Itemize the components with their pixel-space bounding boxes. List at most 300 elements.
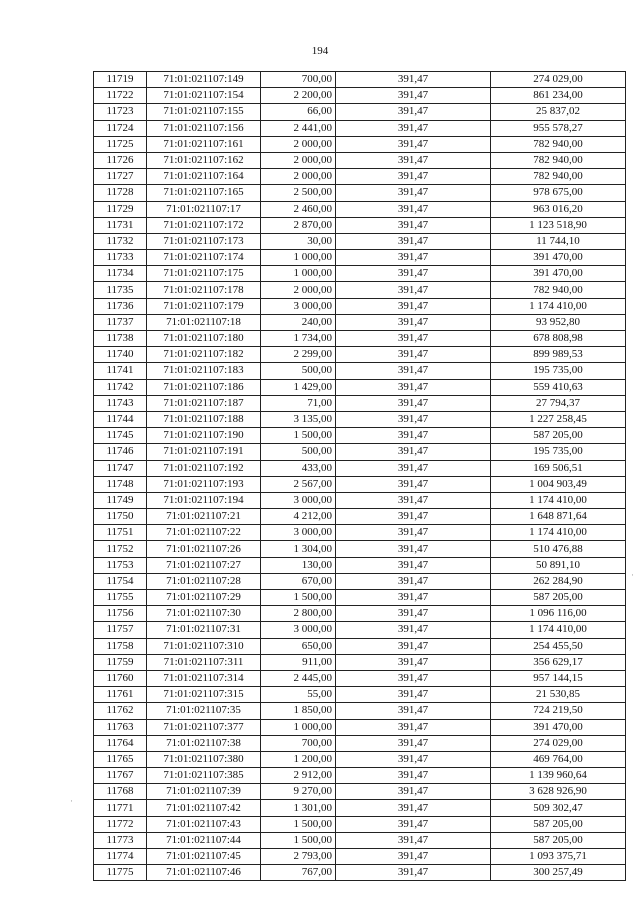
cell-record-number: 11734 <box>94 266 147 282</box>
cell-cadastral-number: 71:01:021107:174 <box>147 250 261 266</box>
cell-cadastral-value: 587 205,00 <box>491 816 626 832</box>
cell-record-number: 11738 <box>94 331 147 347</box>
cell-cadastral-number: 71:01:021107:28 <box>147 573 261 589</box>
cell-cadastral-value: 978 675,00 <box>491 185 626 201</box>
cell-area: 2 870,00 <box>261 217 336 233</box>
cell-area: 2 567,00 <box>261 476 336 492</box>
cell-specific-value: 391,47 <box>336 201 491 217</box>
cell-specific-value: 391,47 <box>336 638 491 654</box>
cell-area: 130,00 <box>261 557 336 573</box>
cell-specific-value: 391,47 <box>336 525 491 541</box>
cell-cadastral-value: 861 234,00 <box>491 88 626 104</box>
cell-area: 240,00 <box>261 314 336 330</box>
cell-cadastral-number: 71:01:021107:162 <box>147 152 261 168</box>
cell-cadastral-value: 169 506,51 <box>491 460 626 476</box>
table-row <box>94 768 626 784</box>
cell-area: 9 270,00 <box>261 784 336 800</box>
cell-cadastral-value: 587 205,00 <box>491 590 626 606</box>
cell-area: 2 441,00 <box>261 120 336 136</box>
cell-cadastral-number: 71:01:021107:191 <box>147 444 261 460</box>
cell-area: 2 793,00 <box>261 849 336 865</box>
cell-cadastral-value: 469 764,00 <box>491 751 626 767</box>
cell-cadastral-value: 782 940,00 <box>491 136 626 152</box>
cell-cadastral-number: 71:01:021107:187 <box>147 395 261 411</box>
cell-cadastral-number: 71:01:021107:380 <box>147 751 261 767</box>
cell-area: 1 500,00 <box>261 428 336 444</box>
cell-area: 2 000,00 <box>261 169 336 185</box>
cell-cadastral-number: 71:01:021107:385 <box>147 768 261 784</box>
cell-cadastral-number: 71:01:021107:172 <box>147 217 261 233</box>
table-row <box>94 687 626 703</box>
table-row <box>94 72 626 88</box>
cell-specific-value: 391,47 <box>336 282 491 298</box>
cell-cadastral-number: 71:01:021107:173 <box>147 233 261 249</box>
table-row <box>94 719 626 735</box>
cell-record-number: 11774 <box>94 849 147 865</box>
cell-specific-value: 391,47 <box>336 314 491 330</box>
cell-cadastral-value: 1 093 375,71 <box>491 849 626 865</box>
cell-specific-value: 391,47 <box>336 136 491 152</box>
table-row <box>94 638 626 654</box>
cell-record-number: 11748 <box>94 476 147 492</box>
cell-specific-value: 391,47 <box>336 703 491 719</box>
cell-record-number: 11757 <box>94 622 147 638</box>
cell-specific-value: 391,47 <box>336 379 491 395</box>
scan-mark: · <box>70 796 73 806</box>
cell-area: 767,00 <box>261 865 336 881</box>
cell-record-number: 11767 <box>94 768 147 784</box>
cell-record-number: 11727 <box>94 169 147 185</box>
cell-specific-value: 391,47 <box>336 622 491 638</box>
cell-specific-value: 391,47 <box>336 687 491 703</box>
cell-cadastral-number: 71:01:021107:45 <box>147 849 261 865</box>
table-row <box>94 411 626 427</box>
table-row <box>94 250 626 266</box>
cell-specific-value: 391,47 <box>336 816 491 832</box>
cell-cadastral-value: 1 174 410,00 <box>491 525 626 541</box>
cell-record-number: 11772 <box>94 816 147 832</box>
table-row <box>94 654 626 670</box>
cell-cadastral-value: 1 096 116,00 <box>491 606 626 622</box>
cell-cadastral-value: 1 174 410,00 <box>491 298 626 314</box>
cell-specific-value: 391,47 <box>336 347 491 363</box>
cell-specific-value: 391,47 <box>336 670 491 686</box>
cell-cadastral-value: 1 648 871,64 <box>491 509 626 525</box>
cell-cadastral-value: 274 029,00 <box>491 72 626 88</box>
cell-cadastral-number: 71:01:021107:315 <box>147 687 261 703</box>
cell-cadastral-number: 71:01:021107:310 <box>147 638 261 654</box>
table-row <box>94 670 626 686</box>
cell-cadastral-value: 955 578,27 <box>491 120 626 136</box>
cell-cadastral-value: 254 455,50 <box>491 638 626 654</box>
cell-specific-value: 391,47 <box>336 185 491 201</box>
cell-cadastral-number: 71:01:021107:178 <box>147 282 261 298</box>
cell-specific-value: 391,47 <box>336 72 491 88</box>
table-row <box>94 541 626 557</box>
cell-area: 1 734,00 <box>261 331 336 347</box>
cell-area: 1 301,00 <box>261 800 336 816</box>
cell-specific-value: 391,47 <box>336 849 491 865</box>
cell-cadastral-value: 782 940,00 <box>491 282 626 298</box>
cell-area: 1 200,00 <box>261 751 336 767</box>
table-row <box>94 136 626 152</box>
cell-area: 66,00 <box>261 104 336 120</box>
cell-area: 2 000,00 <box>261 136 336 152</box>
cell-cadastral-value: 1 174 410,00 <box>491 622 626 638</box>
cell-cadastral-number: 71:01:021107:311 <box>147 654 261 670</box>
cell-area: 30,00 <box>261 233 336 249</box>
cell-specific-value: 391,47 <box>336 395 491 411</box>
table-row <box>94 590 626 606</box>
cell-area: 2 000,00 <box>261 282 336 298</box>
cell-record-number: 11771 <box>94 800 147 816</box>
cell-area: 1 000,00 <box>261 719 336 735</box>
cadastral-value-table <box>93 71 626 881</box>
cell-record-number: 11732 <box>94 233 147 249</box>
cell-record-number: 11749 <box>94 492 147 508</box>
cell-record-number: 11740 <box>94 347 147 363</box>
cell-specific-value: 391,47 <box>336 557 491 573</box>
table-row <box>94 444 626 460</box>
table-row <box>94 849 626 865</box>
cell-cadastral-value: 587 205,00 <box>491 832 626 848</box>
cell-specific-value: 391,47 <box>336 751 491 767</box>
cell-record-number: 11735 <box>94 282 147 298</box>
cell-record-number: 11750 <box>94 509 147 525</box>
table-row <box>94 379 626 395</box>
cell-area: 3 000,00 <box>261 525 336 541</box>
table-row <box>94 865 626 881</box>
table-row <box>94 735 626 751</box>
table-row <box>94 816 626 832</box>
cell-specific-value: 391,47 <box>336 298 491 314</box>
cell-area: 2 460,00 <box>261 201 336 217</box>
cell-record-number: 11733 <box>94 250 147 266</box>
cell-cadastral-number: 71:01:021107:186 <box>147 379 261 395</box>
cell-record-number: 11753 <box>94 557 147 573</box>
cell-cadastral-number: 71:01:021107:31 <box>147 622 261 638</box>
cell-record-number: 11762 <box>94 703 147 719</box>
table-row <box>94 363 626 379</box>
cell-area: 670,00 <box>261 573 336 589</box>
table-row <box>94 298 626 314</box>
cell-specific-value: 391,47 <box>336 509 491 525</box>
cell-cadastral-value: 509 302,47 <box>491 800 626 816</box>
cell-specific-value: 391,47 <box>336 719 491 735</box>
cell-cadastral-value: 391 470,00 <box>491 719 626 735</box>
cell-area: 1 850,00 <box>261 703 336 719</box>
cell-cadastral-value: 899 989,53 <box>491 347 626 363</box>
cell-cadastral-number: 71:01:021107:156 <box>147 120 261 136</box>
cell-cadastral-number: 71:01:021107:179 <box>147 298 261 314</box>
table-row <box>94 573 626 589</box>
table-row <box>94 784 626 800</box>
cell-cadastral-number: 71:01:021107:192 <box>147 460 261 476</box>
cell-cadastral-value: 50 891,10 <box>491 557 626 573</box>
cell-specific-value: 391,47 <box>336 460 491 476</box>
cell-cadastral-number: 71:01:021107:42 <box>147 800 261 816</box>
cell-cadastral-number: 71:01:021107:155 <box>147 104 261 120</box>
cell-cadastral-number: 71:01:021107:44 <box>147 832 261 848</box>
cell-record-number: 11759 <box>94 654 147 670</box>
cell-cadastral-number: 71:01:021107:314 <box>147 670 261 686</box>
cell-cadastral-value: 3 628 926,90 <box>491 784 626 800</box>
cell-record-number: 11764 <box>94 735 147 751</box>
cell-record-number: 11726 <box>94 152 147 168</box>
table-row <box>94 217 626 233</box>
table-row <box>94 492 626 508</box>
cell-cadastral-number: 71:01:021107:22 <box>147 525 261 541</box>
cell-cadastral-number: 71:01:021107:30 <box>147 606 261 622</box>
cell-record-number: 11755 <box>94 590 147 606</box>
cell-cadastral-value: 27 794,37 <box>491 395 626 411</box>
cell-specific-value: 391,47 <box>336 784 491 800</box>
cell-specific-value: 391,47 <box>336 735 491 751</box>
cell-cadastral-value: 274 029,00 <box>491 735 626 751</box>
cell-record-number: 11758 <box>94 638 147 654</box>
table-row <box>94 800 626 816</box>
cell-record-number: 11719 <box>94 72 147 88</box>
cell-cadastral-number: 71:01:021107:164 <box>147 169 261 185</box>
cell-cadastral-number: 71:01:021107:183 <box>147 363 261 379</box>
cell-record-number: 11775 <box>94 865 147 881</box>
cell-area: 4 212,00 <box>261 509 336 525</box>
cell-cadastral-value: 195 735,00 <box>491 363 626 379</box>
cell-cadastral-number: 71:01:021107:161 <box>147 136 261 152</box>
cell-cadastral-value: 510 476,88 <box>491 541 626 557</box>
cell-cadastral-number: 71:01:021107:149 <box>147 72 261 88</box>
cell-area: 1 000,00 <box>261 250 336 266</box>
table-row <box>94 120 626 136</box>
cell-area: 2 800,00 <box>261 606 336 622</box>
table-row <box>94 606 626 622</box>
cell-record-number: 11768 <box>94 784 147 800</box>
cell-record-number: 11763 <box>94 719 147 735</box>
table-row <box>94 476 626 492</box>
cell-record-number: 11744 <box>94 411 147 427</box>
table-row <box>94 233 626 249</box>
cell-cadastral-number: 71:01:021107:188 <box>147 411 261 427</box>
cell-record-number: 11742 <box>94 379 147 395</box>
cell-specific-value: 391,47 <box>336 800 491 816</box>
cell-specific-value: 391,47 <box>336 768 491 784</box>
cell-record-number: 11722 <box>94 88 147 104</box>
cell-cadastral-value: 559 410,63 <box>491 379 626 395</box>
cell-specific-value: 391,47 <box>336 250 491 266</box>
cell-specific-value: 391,47 <box>336 541 491 557</box>
cell-area: 55,00 <box>261 687 336 703</box>
cell-cadastral-value: 11 744,10 <box>491 233 626 249</box>
cell-area: 1 500,00 <box>261 590 336 606</box>
cell-cadastral-number: 71:01:021107:17 <box>147 201 261 217</box>
cell-record-number: 11756 <box>94 606 147 622</box>
cell-specific-value: 391,47 <box>336 865 491 881</box>
cell-area: 3 000,00 <box>261 298 336 314</box>
cell-specific-value: 391,47 <box>336 573 491 589</box>
cell-cadastral-value: 724 219,50 <box>491 703 626 719</box>
scan-mark: · <box>631 570 634 580</box>
cell-area: 500,00 <box>261 444 336 460</box>
cell-specific-value: 391,47 <box>336 233 491 249</box>
cell-area: 2 299,00 <box>261 347 336 363</box>
cell-cadastral-value: 1 227 258,45 <box>491 411 626 427</box>
cell-specific-value: 391,47 <box>336 832 491 848</box>
cell-record-number: 11729 <box>94 201 147 217</box>
cell-specific-value: 391,47 <box>336 88 491 104</box>
table-row <box>94 525 626 541</box>
cell-cadastral-value: 678 808,98 <box>491 331 626 347</box>
cell-cadastral-number: 71:01:021107:154 <box>147 88 261 104</box>
cell-cadastral-value: 1 139 960,64 <box>491 768 626 784</box>
cell-area: 3 135,00 <box>261 411 336 427</box>
cell-area: 433,00 <box>261 460 336 476</box>
cell-cadastral-number: 71:01:021107:43 <box>147 816 261 832</box>
cell-cadastral-value: 356 629,17 <box>491 654 626 670</box>
table-row <box>94 152 626 168</box>
cell-cadastral-value: 300 257,49 <box>491 865 626 881</box>
cell-cadastral-value: 963 016,20 <box>491 201 626 217</box>
cell-specific-value: 391,47 <box>336 444 491 460</box>
page-number: 194 <box>311 45 329 57</box>
cell-cadastral-value: 957 144,15 <box>491 670 626 686</box>
cell-area: 911,00 <box>261 654 336 670</box>
table-row <box>94 509 626 525</box>
cell-cadastral-number: 71:01:021107:377 <box>147 719 261 735</box>
table-row <box>94 331 626 347</box>
cell-area: 1 429,00 <box>261 379 336 395</box>
cell-record-number: 11741 <box>94 363 147 379</box>
cell-cadastral-value: 782 940,00 <box>491 169 626 185</box>
table-row <box>94 104 626 120</box>
cell-cadastral-value: 782 940,00 <box>491 152 626 168</box>
cell-cadastral-number: 71:01:021107:180 <box>147 331 261 347</box>
cell-cadastral-number: 71:01:021107:26 <box>147 541 261 557</box>
cell-cadastral-value: 587 205,00 <box>491 428 626 444</box>
cell-area: 3 000,00 <box>261 622 336 638</box>
cell-cadastral-number: 71:01:021107:46 <box>147 865 261 881</box>
cell-cadastral-number: 71:01:021107:175 <box>147 266 261 282</box>
cell-cadastral-number: 71:01:021107:39 <box>147 784 261 800</box>
cell-specific-value: 391,47 <box>336 152 491 168</box>
table-row <box>94 395 626 411</box>
cell-specific-value: 391,47 <box>336 428 491 444</box>
cell-cadastral-number: 71:01:021107:193 <box>147 476 261 492</box>
cell-specific-value: 391,47 <box>336 169 491 185</box>
table-row <box>94 266 626 282</box>
cell-specific-value: 391,47 <box>336 217 491 233</box>
cell-area: 1 500,00 <box>261 816 336 832</box>
cell-record-number: 11754 <box>94 573 147 589</box>
cell-specific-value: 391,47 <box>336 363 491 379</box>
cell-cadastral-value: 262 284,90 <box>491 573 626 589</box>
cell-cadastral-number: 71:01:021107:194 <box>147 492 261 508</box>
cell-area: 71,00 <box>261 395 336 411</box>
cell-record-number: 11728 <box>94 185 147 201</box>
table-row <box>94 88 626 104</box>
cell-cadastral-number: 71:01:021107:27 <box>147 557 261 573</box>
cell-area: 2 000,00 <box>261 152 336 168</box>
cell-specific-value: 391,47 <box>336 476 491 492</box>
cell-cadastral-value: 391 470,00 <box>491 266 626 282</box>
cell-specific-value: 391,47 <box>336 492 491 508</box>
cell-area: 650,00 <box>261 638 336 654</box>
table-row <box>94 201 626 217</box>
cell-cadastral-number: 71:01:021107:21 <box>147 509 261 525</box>
cell-record-number: 11761 <box>94 687 147 703</box>
table-row <box>94 185 626 201</box>
cell-record-number: 11746 <box>94 444 147 460</box>
table-row <box>94 557 626 573</box>
cell-record-number: 11724 <box>94 120 147 136</box>
cell-record-number: 11752 <box>94 541 147 557</box>
cell-cadastral-value: 195 735,00 <box>491 444 626 460</box>
cell-area: 2 200,00 <box>261 88 336 104</box>
cell-area: 2 445,00 <box>261 670 336 686</box>
cell-record-number: 11760 <box>94 670 147 686</box>
cell-specific-value: 391,47 <box>336 590 491 606</box>
table-row <box>94 751 626 767</box>
cell-specific-value: 391,47 <box>336 120 491 136</box>
cell-area: 500,00 <box>261 363 336 379</box>
table-row <box>94 428 626 444</box>
cell-record-number: 11723 <box>94 104 147 120</box>
cell-cadastral-value: 25 837,02 <box>491 104 626 120</box>
cell-record-number: 11736 <box>94 298 147 314</box>
cell-record-number: 11731 <box>94 217 147 233</box>
cell-area: 1 000,00 <box>261 266 336 282</box>
cell-specific-value: 391,47 <box>336 331 491 347</box>
cell-record-number: 11751 <box>94 525 147 541</box>
cell-specific-value: 391,47 <box>336 104 491 120</box>
table-row <box>94 314 626 330</box>
cell-specific-value: 391,47 <box>336 411 491 427</box>
table-row <box>94 282 626 298</box>
cell-record-number: 11765 <box>94 751 147 767</box>
cell-record-number: 11743 <box>94 395 147 411</box>
cell-area: 1 304,00 <box>261 541 336 557</box>
cell-cadastral-value: 21 530,85 <box>491 687 626 703</box>
table-row <box>94 832 626 848</box>
cell-record-number: 11737 <box>94 314 147 330</box>
cell-cadastral-number: 71:01:021107:29 <box>147 590 261 606</box>
cell-area: 3 000,00 <box>261 492 336 508</box>
cell-area: 2 912,00 <box>261 768 336 784</box>
cell-area: 1 500,00 <box>261 832 336 848</box>
cell-cadastral-value: 1 004 903,49 <box>491 476 626 492</box>
cell-cadastral-number: 71:01:021107:182 <box>147 347 261 363</box>
table-row <box>94 460 626 476</box>
cell-cadastral-value: 391 470,00 <box>491 250 626 266</box>
cell-cadastral-number: 71:01:021107:18 <box>147 314 261 330</box>
table-row <box>94 622 626 638</box>
cell-record-number: 11745 <box>94 428 147 444</box>
cell-cadastral-number: 71:01:021107:35 <box>147 703 261 719</box>
cell-cadastral-value: 1 174 410,00 <box>491 492 626 508</box>
cell-record-number: 11773 <box>94 832 147 848</box>
table-row <box>94 703 626 719</box>
cell-cadastral-value: 93 952,80 <box>491 314 626 330</box>
cell-area: 700,00 <box>261 72 336 88</box>
table-body <box>94 72 626 881</box>
cell-cadastral-number: 71:01:021107:165 <box>147 185 261 201</box>
cell-record-number: 11725 <box>94 136 147 152</box>
cell-record-number: 11747 <box>94 460 147 476</box>
cell-specific-value: 391,47 <box>336 606 491 622</box>
cell-area: 700,00 <box>261 735 336 751</box>
table-row <box>94 347 626 363</box>
cell-cadastral-value: 1 123 518,90 <box>491 217 626 233</box>
cell-specific-value: 391,47 <box>336 654 491 670</box>
